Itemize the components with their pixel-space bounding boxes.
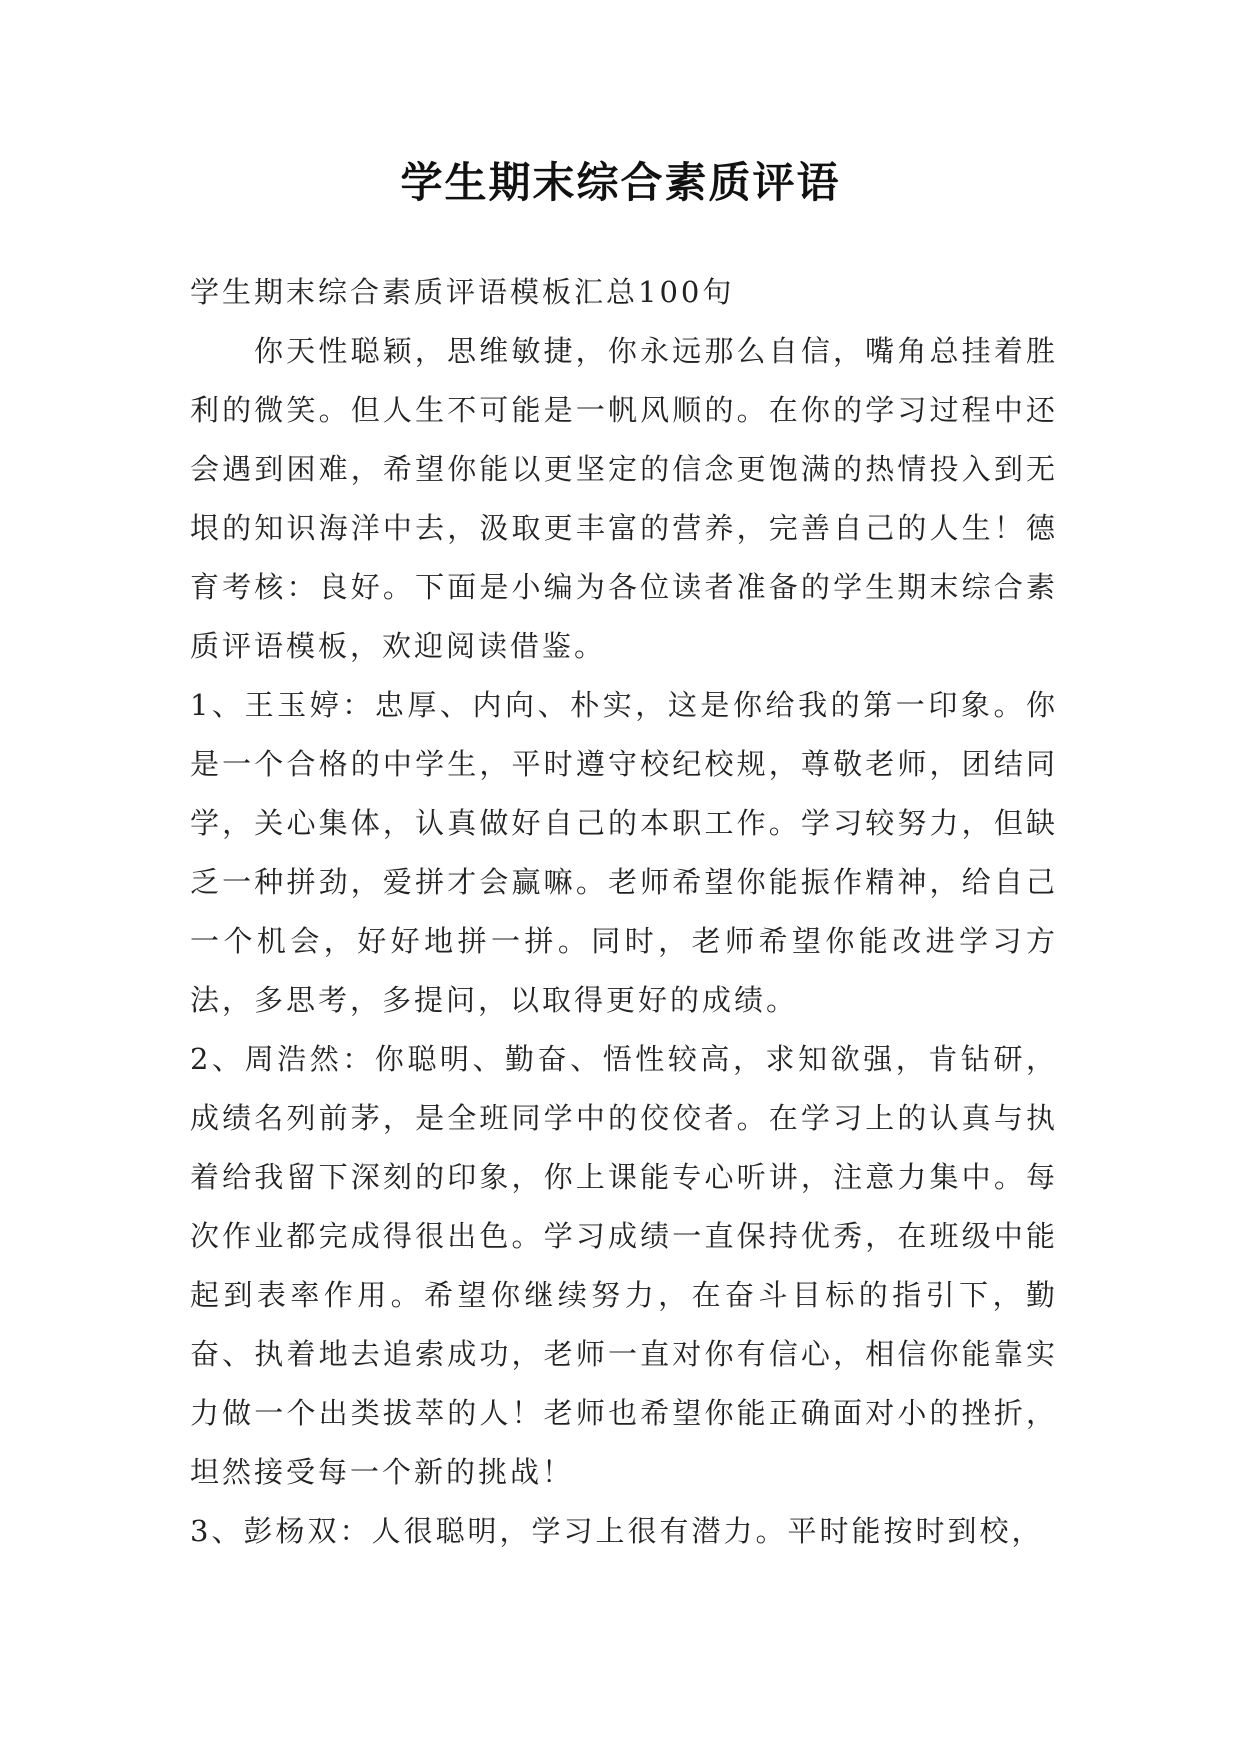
document-title: 学生期末综合素质评语 <box>400 158 841 207</box>
comment-paragraph-3: 3、彭杨双：人很聪明，学习上很有潜力。平时能按时到校， <box>190 1514 1044 1548</box>
comment-paragraph-2: 2、周浩然：你聪明、勤奋、悟性较高，求知欲强，肯钻研，成绩名列前茅，是全班同学中的佼佼者。在学习上的认真与执着给我留下深刻的印象，你上课能专心听讲，注意力集中。每次作业都完成得很出色。学习成绩一直保持优秀，在班级中能起到表率作用。希望你继续努力，在奋斗目标的指引下，勤奋、执着地去追索成功，老师一直对你有信心，相信你能靠实力做一个出类拔萃的人！老师也希望你能正确面对小的挫折，坦然接受每一个新的挑战！ <box>190 1042 1058 1489</box>
document-subtitle: 学生期末综合素质评语模板汇总100句 <box>190 275 735 309</box>
comment-paragraph-1: 1、王玉婷：忠厚、内向、朴实，这是你给我的第一印象。你是一个合格的中学生，平时遵守校纪校规，尊敬老师，团结同学，关心集体，认真做好自己的本职工作。学习较努力，但缺乏一种拼劲，爱拼才会赢嘛。老师希望你能振作精神，给自己一个机会，好好地拼一拼。同时，老师希望你能改进学习方法，多思考，多提问，以取得更好的成绩。 <box>190 688 1058 1017</box>
intro-paragraph: 你天性聪颖，思维敏捷，你永远那么自信，嘴角总挂着胜利的微笑。但人生不可能是一帆风顺的。在你的学习过程中还会遇到困难，希望你能以更坚定的信念更饱满的热情投入到无垠的知识海洋中去，汲取更丰富的营养，完善自己的人生！德育考核：良好。下面是小编为各位读者准备的学生期末综合素质评语模板，欢迎阅读借鉴。 <box>190 334 1058 663</box>
document-body <box>190 263 1058 1561</box>
